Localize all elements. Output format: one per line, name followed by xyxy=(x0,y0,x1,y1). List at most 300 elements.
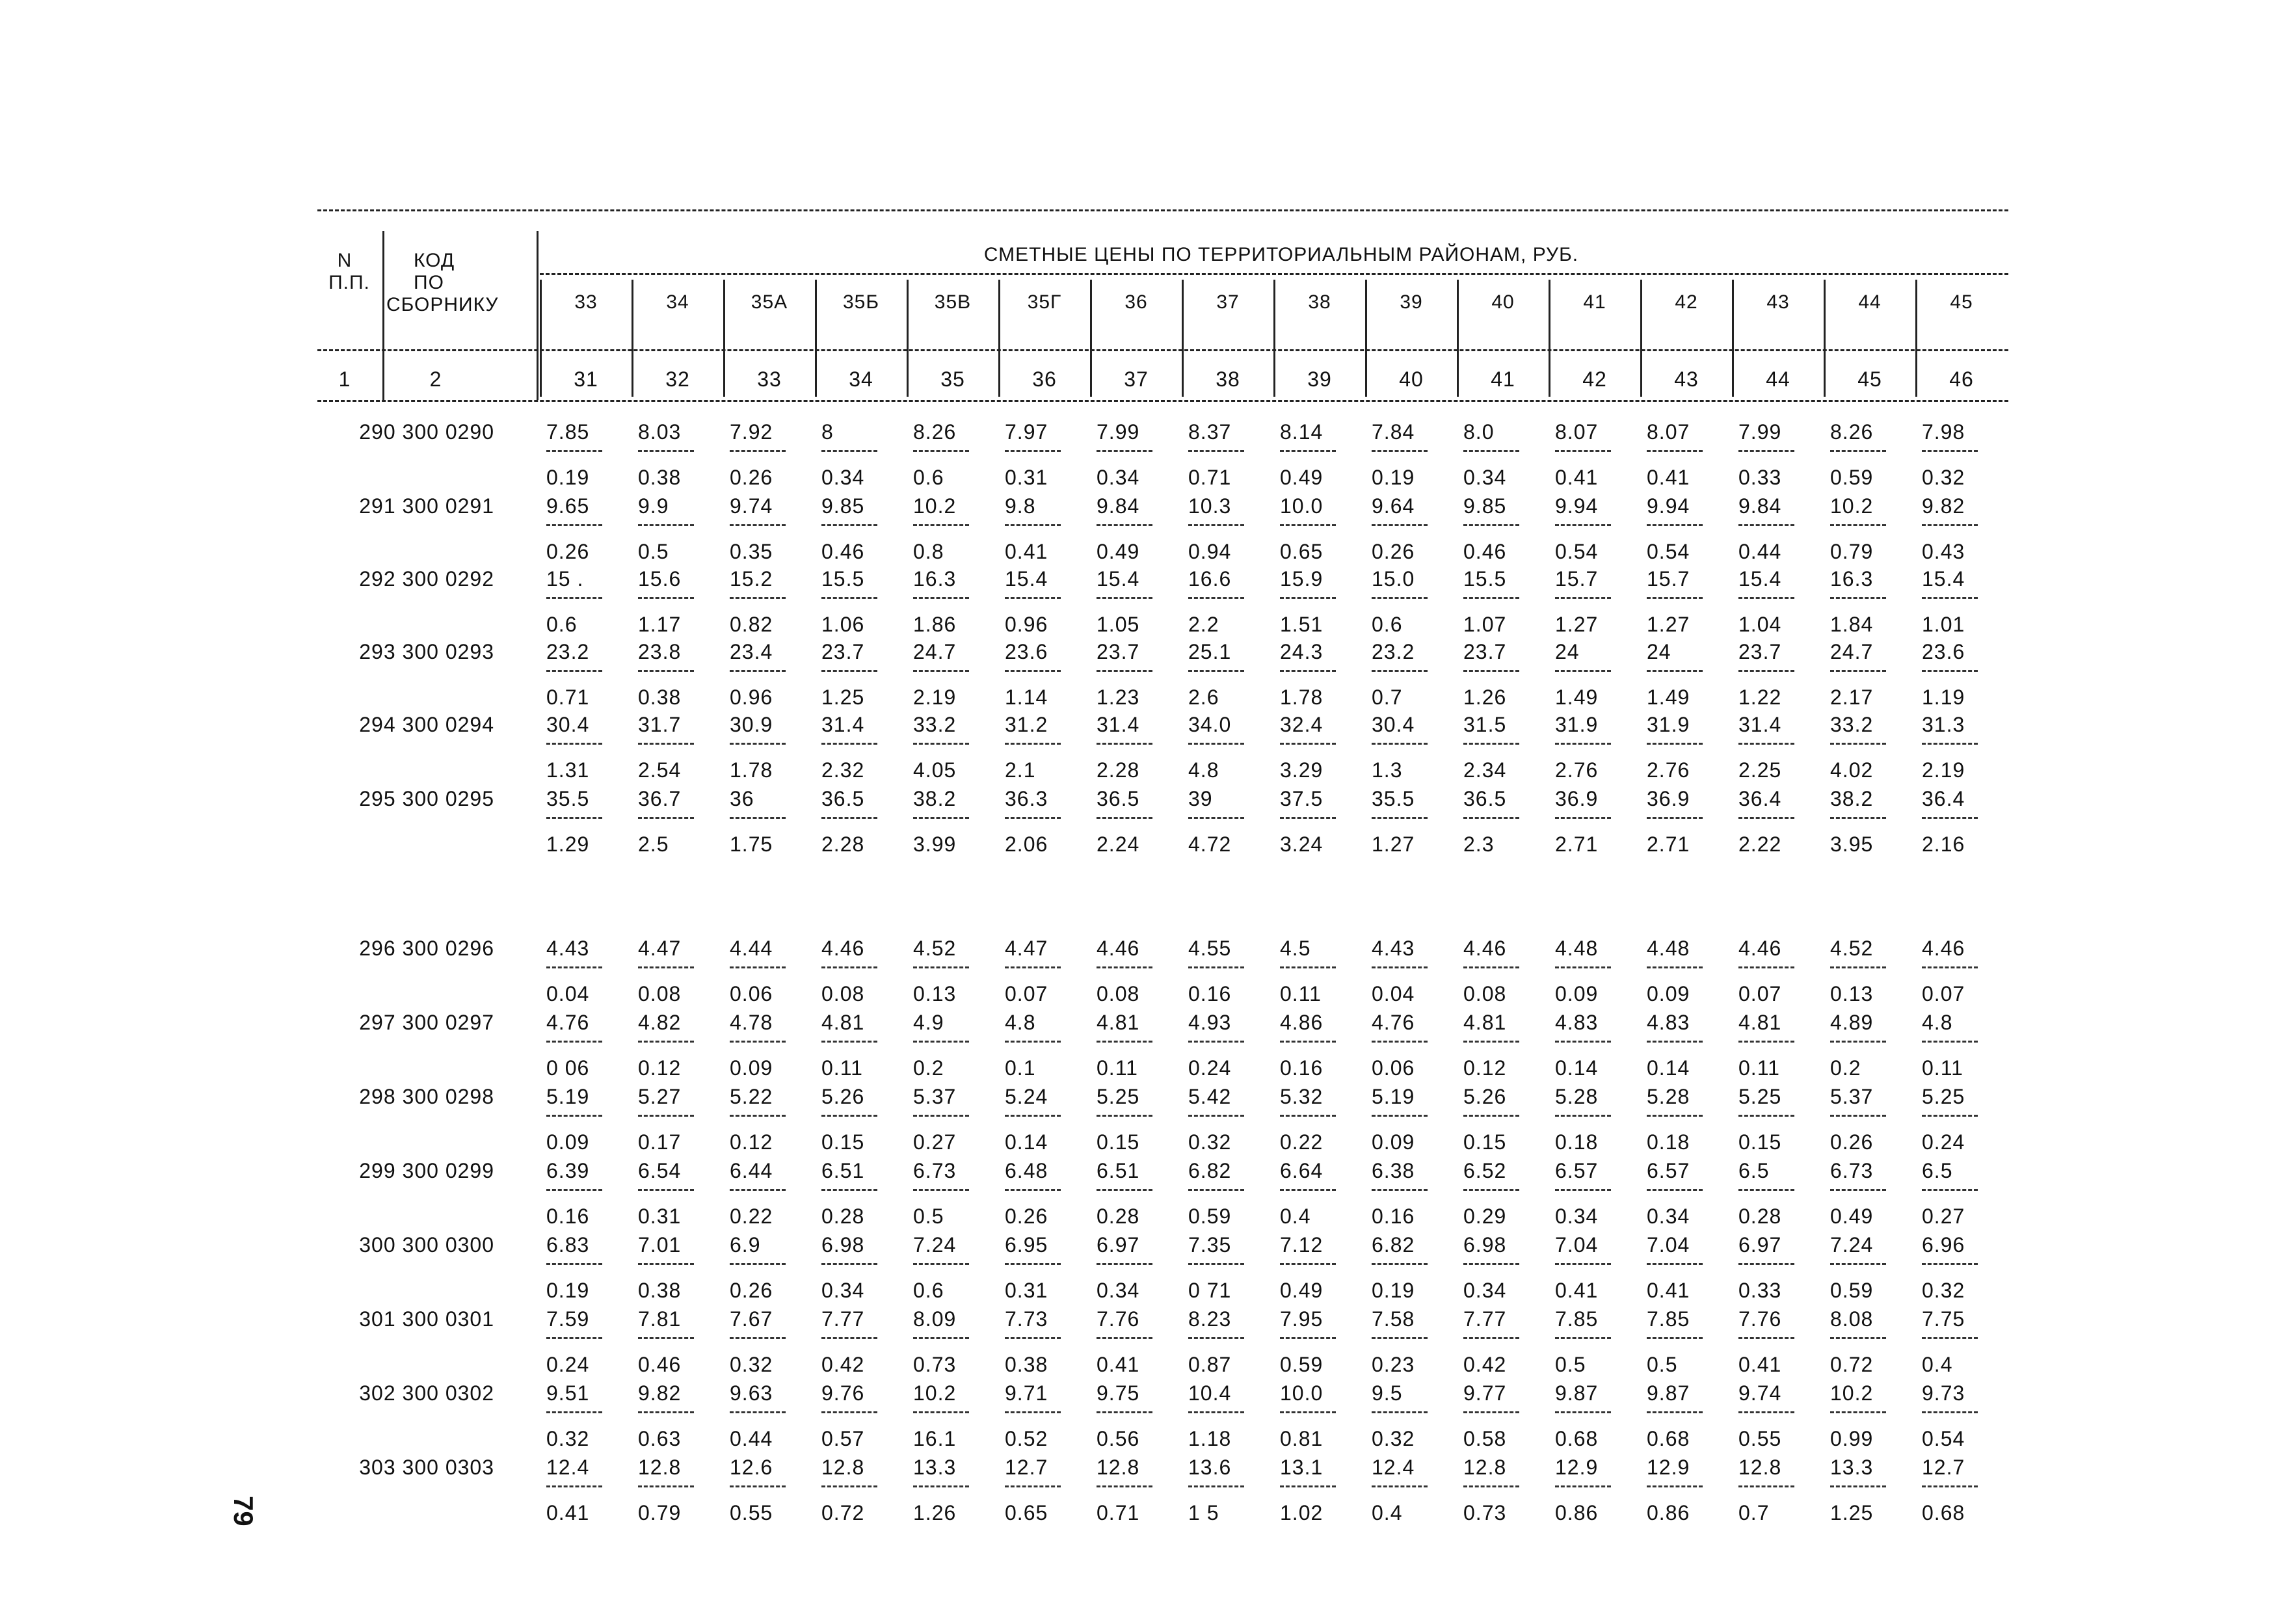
fraction-dash xyxy=(913,1041,969,1043)
fraction-dash xyxy=(1555,1189,1611,1191)
price-sub: 0.41 xyxy=(1097,1353,1140,1376)
price-main: 5.37 xyxy=(913,1085,957,1108)
price-main: 5.37 xyxy=(1830,1085,1874,1108)
price-main: 9.82 xyxy=(638,1381,682,1405)
price-main: 7.76 xyxy=(1097,1307,1140,1331)
price-main: 32.4 xyxy=(1280,713,1324,736)
price-sub: 0.4 xyxy=(1372,1501,1403,1524)
price-sub: 1.18 xyxy=(1188,1427,1232,1450)
price-main: 6.9 xyxy=(730,1233,761,1257)
fraction-dash xyxy=(1647,524,1703,526)
fraction-dash xyxy=(1647,670,1703,672)
price-main: 4.48 xyxy=(1647,937,1690,960)
price-main: 24 xyxy=(1647,640,1671,663)
price-sub: 0.73 xyxy=(913,1353,957,1376)
price-sub: 0.27 xyxy=(1922,1205,1965,1228)
fraction-dash xyxy=(1738,817,1794,819)
price-sub: 2.16 xyxy=(1922,832,1965,856)
price-main: 5.25 xyxy=(1738,1085,1782,1108)
fraction-dash xyxy=(638,597,694,599)
price-main: 9.74 xyxy=(1738,1381,1782,1405)
price-main: 12.6 xyxy=(730,1456,773,1479)
region-code-13: 43 xyxy=(1766,291,1790,313)
price-main: 7.67 xyxy=(730,1307,773,1331)
fraction-dash xyxy=(913,817,969,819)
fraction-dash xyxy=(1005,524,1061,526)
price-sub: 0 06 xyxy=(546,1056,590,1080)
fraction-dash xyxy=(1097,450,1152,452)
price-main: 8.23 xyxy=(1188,1307,1232,1331)
fraction-dash xyxy=(1005,1115,1061,1117)
price-main: 5.24 xyxy=(1005,1085,1048,1108)
fraction-dash xyxy=(1555,966,1611,968)
price-main: 36.4 xyxy=(1738,787,1782,810)
price-main: 6.98 xyxy=(821,1233,865,1257)
price-sub: 0.09 xyxy=(546,1130,590,1154)
fraction-dash xyxy=(821,1041,877,1043)
price-sub: 0.32 xyxy=(1922,1279,1965,1302)
fraction-dash xyxy=(638,1337,694,1339)
fraction-dash xyxy=(1463,966,1519,968)
column-number-10: 41 xyxy=(1491,367,1515,391)
price-sub: 0.59 xyxy=(1830,1279,1874,1302)
fraction-dash xyxy=(638,743,694,745)
price-main: 9.82 xyxy=(1922,494,1965,518)
price-main: 4.48 xyxy=(1555,937,1599,960)
fraction-dash xyxy=(1830,1337,1886,1339)
price-sub: 0.32 xyxy=(1372,1427,1415,1450)
header-column-divider xyxy=(1732,280,1734,397)
fraction-dash xyxy=(1463,597,1519,599)
fraction-dash xyxy=(1647,450,1703,452)
price-sub: 0.8 xyxy=(913,540,944,563)
price-main: 9.94 xyxy=(1647,494,1690,518)
price-sub: 0.34 xyxy=(821,466,865,489)
fraction-dash xyxy=(1738,524,1794,526)
region-code-1: 34 xyxy=(666,291,689,313)
price-main: 7.98 xyxy=(1922,420,1965,444)
price-sub: 0.55 xyxy=(1738,1427,1782,1450)
colnum-2: 2 xyxy=(429,367,442,391)
price-main: 4.83 xyxy=(1555,1011,1599,1034)
fraction-dash xyxy=(1280,817,1336,819)
region-code-8: 38 xyxy=(1308,291,1331,313)
price-sub: 1.07 xyxy=(1463,613,1507,636)
fraction-dash xyxy=(638,817,694,819)
price-sub: 0.11 xyxy=(1097,1056,1138,1080)
price-main: 24.3 xyxy=(1280,640,1324,663)
price-sub: 2.28 xyxy=(1097,758,1140,782)
price-sub: 2.1 xyxy=(1005,758,1036,782)
price-main: 30.4 xyxy=(1372,713,1415,736)
fraction-dash xyxy=(1097,1189,1152,1191)
fraction-dash xyxy=(1738,1337,1794,1339)
price-main: 7.24 xyxy=(913,1233,957,1257)
fraction-dash xyxy=(1647,743,1703,745)
price-sub: 0.09 xyxy=(730,1056,773,1080)
fraction-dash xyxy=(638,966,694,968)
fraction-dash xyxy=(1830,1041,1886,1043)
fraction-dash xyxy=(546,1485,602,1487)
column-number-12: 43 xyxy=(1674,367,1699,391)
price-main: 8.26 xyxy=(913,420,957,444)
price-main: 15.9 xyxy=(1280,567,1324,591)
fraction-dash xyxy=(1188,1263,1244,1265)
price-sub: 0.46 xyxy=(638,1353,682,1376)
price-sub: 0.49 xyxy=(1280,466,1324,489)
price-sub: 1.78 xyxy=(1280,686,1324,709)
price-main: 8.14 xyxy=(1280,420,1324,444)
price-main: 36.5 xyxy=(1463,787,1507,810)
row-code: 290 300 0290 xyxy=(359,420,494,444)
price-main: 7.77 xyxy=(821,1307,865,1331)
price-main: 12.4 xyxy=(546,1456,590,1479)
price-main: 7.35 xyxy=(1188,1233,1232,1257)
price-main: 36.9 xyxy=(1647,787,1690,810)
price-sub: 0.6 xyxy=(546,613,578,636)
fraction-dash xyxy=(1005,1411,1061,1413)
fraction-dash xyxy=(1738,966,1794,968)
price-sub: 0.18 xyxy=(1647,1130,1690,1154)
fraction-dash xyxy=(821,1485,877,1487)
fraction-dash xyxy=(546,1263,602,1265)
price-main: 6.52 xyxy=(1463,1159,1507,1182)
price-sub: 0.07 xyxy=(1922,982,1965,1005)
price-sub: 0.34 xyxy=(1097,466,1140,489)
fraction-dash xyxy=(1097,743,1152,745)
price-main: 9.73 xyxy=(1922,1381,1965,1405)
price-sub: 2.76 xyxy=(1555,758,1599,782)
price-main: 8.08 xyxy=(1830,1307,1874,1331)
column-number-4: 35 xyxy=(940,367,965,391)
fraction-dash xyxy=(1280,597,1336,599)
fraction-dash xyxy=(1922,524,1978,526)
price-sub: 0.33 xyxy=(1738,1279,1782,1302)
price-sub: 0.08 xyxy=(1463,982,1507,1005)
price-main: 36.7 xyxy=(638,787,682,810)
price-main: 9.94 xyxy=(1555,494,1599,518)
price-sub: 1.27 xyxy=(1647,613,1690,636)
price-sub: 0.2 xyxy=(1830,1056,1861,1080)
fraction-dash xyxy=(730,1189,786,1191)
fraction-dash xyxy=(1830,1485,1886,1487)
price-main: 7.01 xyxy=(638,1233,682,1257)
page-number: 79 xyxy=(228,1496,259,1526)
price-main: 10.2 xyxy=(913,1381,957,1405)
price-sub: 0.46 xyxy=(1463,540,1507,563)
price-sub: 0.38 xyxy=(638,686,682,709)
price-main: 12.9 xyxy=(1647,1456,1690,1479)
fraction-dash xyxy=(821,1411,877,1413)
colnum-1: 1 xyxy=(338,367,351,391)
price-main: 31.3 xyxy=(1922,713,1965,736)
price-sub: 0.28 xyxy=(1738,1205,1782,1228)
price-main: 8 xyxy=(821,420,834,444)
fraction-dash xyxy=(546,670,602,672)
price-main: 8.37 xyxy=(1188,420,1232,444)
price-main: 7.85 xyxy=(546,420,590,444)
price-sub: 0.68 xyxy=(1555,1427,1599,1450)
fraction-dash xyxy=(1922,1411,1978,1413)
price-main: 5.28 xyxy=(1647,1085,1690,1108)
region-code-14: 44 xyxy=(1858,291,1882,313)
price-sub: 0.65 xyxy=(1280,540,1324,563)
price-main: 9.74 xyxy=(730,494,773,518)
fraction-dash xyxy=(913,670,969,672)
fraction-dash xyxy=(821,1189,877,1191)
price-main: 31.4 xyxy=(821,713,865,736)
fraction-dash xyxy=(1463,1411,1519,1413)
price-main: 15.5 xyxy=(1463,567,1507,591)
price-main: 8.07 xyxy=(1555,420,1599,444)
price-main: 23.7 xyxy=(1463,640,1507,663)
price-sub: 0.38 xyxy=(638,466,682,489)
price-main: 7.76 xyxy=(1738,1307,1782,1331)
row-code: 291 300 0291 xyxy=(359,494,494,518)
fraction-dash xyxy=(1463,1115,1519,1117)
price-main: 6.73 xyxy=(1830,1159,1874,1182)
price-main: 4.52 xyxy=(1830,937,1874,960)
fraction-dash xyxy=(546,524,602,526)
fraction-dash xyxy=(546,743,602,745)
price-sub: 0.7 xyxy=(1372,686,1403,709)
fraction-dash xyxy=(1738,597,1794,599)
fraction-dash xyxy=(1005,743,1061,745)
price-main: 7.85 xyxy=(1555,1307,1599,1331)
price-sub: 0.96 xyxy=(1005,613,1048,636)
price-sub: 0.34 xyxy=(1647,1205,1690,1228)
price-sub: 0.32 xyxy=(1188,1130,1232,1154)
fraction-dash xyxy=(1097,524,1152,526)
header-divider-kod xyxy=(537,231,539,400)
fraction-dash xyxy=(1647,1189,1703,1191)
price-sub: 0.08 xyxy=(821,982,865,1005)
price-main: 4.43 xyxy=(1372,937,1415,960)
price-sub: 2.34 xyxy=(1463,758,1507,782)
fraction-dash xyxy=(1463,1263,1519,1265)
fraction-dash xyxy=(1372,597,1428,599)
region-code-15: 45 xyxy=(1950,291,1973,313)
header-column-divider xyxy=(540,280,542,397)
price-main: 4.8 xyxy=(1005,1011,1036,1034)
price-main: 15.6 xyxy=(638,567,682,591)
fraction-dash xyxy=(1097,1337,1152,1339)
price-main: 7.75 xyxy=(1922,1307,1965,1331)
price-sub: 0.34 xyxy=(1463,1279,1507,1302)
price-sub: 1.19 xyxy=(1922,686,1965,709)
fraction-dash xyxy=(546,1189,602,1191)
price-sub: 1.17 xyxy=(638,613,682,636)
price-sub: 0.27 xyxy=(913,1130,957,1154)
price-main: 5.19 xyxy=(546,1085,590,1108)
price-main: 12.8 xyxy=(638,1456,682,1479)
price-main: 5.42 xyxy=(1188,1085,1232,1108)
price-main: 9.77 xyxy=(1463,1381,1507,1405)
price-sub: 0.15 xyxy=(1097,1130,1140,1154)
fraction-dash xyxy=(1005,1485,1061,1487)
header-divider-n xyxy=(382,231,384,400)
fraction-dash xyxy=(913,1337,969,1339)
price-main: 23.6 xyxy=(1922,640,1965,663)
price-sub: 0.19 xyxy=(546,466,590,489)
fraction-dash xyxy=(1922,1337,1978,1339)
price-sub: 0.17 xyxy=(638,1130,682,1154)
fraction-dash xyxy=(1830,743,1886,745)
price-main: 12.4 xyxy=(1372,1456,1415,1479)
price-sub: 0.58 xyxy=(1463,1427,1507,1450)
column-pp-label: П.П. xyxy=(328,272,370,293)
price-main: 6.98 xyxy=(1463,1233,1507,1257)
column-number-2: 33 xyxy=(757,367,782,391)
price-sub: 0.49 xyxy=(1280,1279,1324,1302)
fraction-dash xyxy=(1005,1337,1061,1339)
price-main: 24.7 xyxy=(1830,640,1874,663)
price-main: 4.93 xyxy=(1188,1011,1232,1034)
price-sub: 1.51 xyxy=(1280,613,1324,636)
price-main: 7.12 xyxy=(1280,1233,1324,1257)
fraction-dash xyxy=(1372,743,1428,745)
price-sub: 0.11 xyxy=(1738,1056,1780,1080)
fraction-dash xyxy=(1922,1263,1978,1265)
price-sub: 0.55 xyxy=(730,1501,773,1524)
price-sub: 2.32 xyxy=(821,758,865,782)
price-sub: 0.15 xyxy=(821,1130,865,1154)
price-sub: 0.04 xyxy=(546,982,590,1005)
fraction-dash xyxy=(1830,1263,1886,1265)
price-sub: 1.05 xyxy=(1097,613,1140,636)
price-sub: 2.06 xyxy=(1005,832,1048,856)
fraction-dash xyxy=(730,1263,786,1265)
price-sub: 0.72 xyxy=(1830,1353,1874,1376)
fraction-dash xyxy=(1738,743,1794,745)
price-sub: 0.32 xyxy=(730,1353,773,1376)
fraction-dash xyxy=(1280,524,1336,526)
fraction-dash xyxy=(730,1411,786,1413)
price-main: 7.97 xyxy=(1005,420,1048,444)
price-main: 30.9 xyxy=(730,713,773,736)
fraction-dash xyxy=(1463,743,1519,745)
price-sub: 0.5 xyxy=(1647,1353,1678,1376)
price-sub: 0.33 xyxy=(1738,466,1782,489)
fraction-dash xyxy=(1097,966,1152,968)
price-sub: 0.6 xyxy=(913,1279,944,1302)
price-sub: 0.4 xyxy=(1922,1353,1953,1376)
price-main: 4.46 xyxy=(1463,937,1507,960)
price-main: 7.59 xyxy=(546,1307,590,1331)
price-main: 13.1 xyxy=(1280,1456,1324,1479)
fraction-dash xyxy=(1830,1189,1886,1191)
price-sub: 0.56 xyxy=(1097,1427,1140,1450)
price-sub: 0.24 xyxy=(1922,1130,1965,1154)
price-main: 4.89 xyxy=(1830,1011,1874,1034)
price-sub: 1.26 xyxy=(1463,686,1507,709)
price-main: 12.8 xyxy=(1738,1456,1782,1479)
fraction-dash xyxy=(730,450,786,452)
fraction-dash xyxy=(1280,450,1336,452)
price-sub: 0.6 xyxy=(913,466,944,489)
fraction-dash xyxy=(1280,1115,1336,1117)
price-main: 7.92 xyxy=(730,420,773,444)
price-sub: 1.06 xyxy=(821,613,865,636)
price-sub: 0.44 xyxy=(730,1427,773,1450)
fraction-dash xyxy=(638,524,694,526)
price-sub: 1.01 xyxy=(1922,613,1965,636)
fraction-dash xyxy=(1372,450,1428,452)
header-column-divider xyxy=(1915,280,1917,397)
fraction-dash xyxy=(1555,1337,1611,1339)
price-main: 6.97 xyxy=(1097,1233,1140,1257)
price-sub: 2.54 xyxy=(638,758,682,782)
price-sub: 0.08 xyxy=(638,982,682,1005)
price-sub: 3.95 xyxy=(1830,832,1874,856)
price-sub: 1.26 xyxy=(913,1501,957,1524)
price-sub: 0.28 xyxy=(1097,1205,1140,1228)
price-main: 23.8 xyxy=(638,640,682,663)
price-main: 24.7 xyxy=(913,640,957,663)
fraction-dash xyxy=(821,743,877,745)
price-sub: 4.72 xyxy=(1188,832,1232,856)
price-main: 10.0 xyxy=(1280,494,1324,518)
price-sub: 2.3 xyxy=(1463,832,1495,856)
price-main: 15.5 xyxy=(821,567,865,591)
fraction-dash xyxy=(1738,1411,1794,1413)
price-sub: 0.13 xyxy=(1830,982,1874,1005)
price-main: 4.43 xyxy=(546,937,590,960)
fraction-dash xyxy=(1738,450,1794,452)
fraction-dash xyxy=(1830,966,1886,968)
price-sub: 1.14 xyxy=(1005,686,1048,709)
price-sub: 0.94 xyxy=(1188,540,1232,563)
price-main: 9.85 xyxy=(821,494,865,518)
fraction-dash xyxy=(1555,1411,1611,1413)
fraction-dash xyxy=(1922,670,1978,672)
fraction-dash xyxy=(1280,1485,1336,1487)
fraction-dash xyxy=(1372,1115,1428,1117)
price-main: 31.7 xyxy=(638,713,682,736)
fraction-dash xyxy=(1188,670,1244,672)
price-sub: 0.42 xyxy=(1463,1353,1507,1376)
fraction-dash xyxy=(1922,1115,1978,1117)
table-top-rule xyxy=(317,209,2008,211)
price-main: 9.75 xyxy=(1097,1381,1140,1405)
fraction-dash xyxy=(1097,1485,1152,1487)
price-main: 6.51 xyxy=(1097,1159,1140,1182)
price-sub: 0.71 xyxy=(1097,1501,1140,1524)
fraction-dash xyxy=(546,1115,602,1117)
column-number-9: 40 xyxy=(1399,367,1424,391)
price-main: 10.3 xyxy=(1188,494,1232,518)
fraction-dash xyxy=(1463,1485,1519,1487)
price-main: 9.71 xyxy=(1005,1381,1048,1405)
price-main: 4.46 xyxy=(1738,937,1782,960)
price-main: 31.9 xyxy=(1555,713,1599,736)
fraction-dash xyxy=(1280,1263,1336,1265)
price-sub: 0.79 xyxy=(638,1501,682,1524)
fraction-dash xyxy=(1738,1189,1794,1191)
fraction-dash xyxy=(1372,1041,1428,1043)
region-code-5: 35Г xyxy=(1027,291,1062,313)
price-main: 12.9 xyxy=(1555,1456,1599,1479)
price-main: 9.8 xyxy=(1005,494,1036,518)
price-sub: 0.2 xyxy=(913,1056,944,1080)
price-sub: 0.65 xyxy=(1005,1501,1048,1524)
region-code-10: 40 xyxy=(1491,291,1515,313)
column-number-6: 37 xyxy=(1124,367,1149,391)
price-main: 9.76 xyxy=(821,1381,865,1405)
price-sub: 0.14 xyxy=(1647,1056,1690,1080)
price-main: 7.99 xyxy=(1097,420,1140,444)
fraction-dash xyxy=(1922,817,1978,819)
